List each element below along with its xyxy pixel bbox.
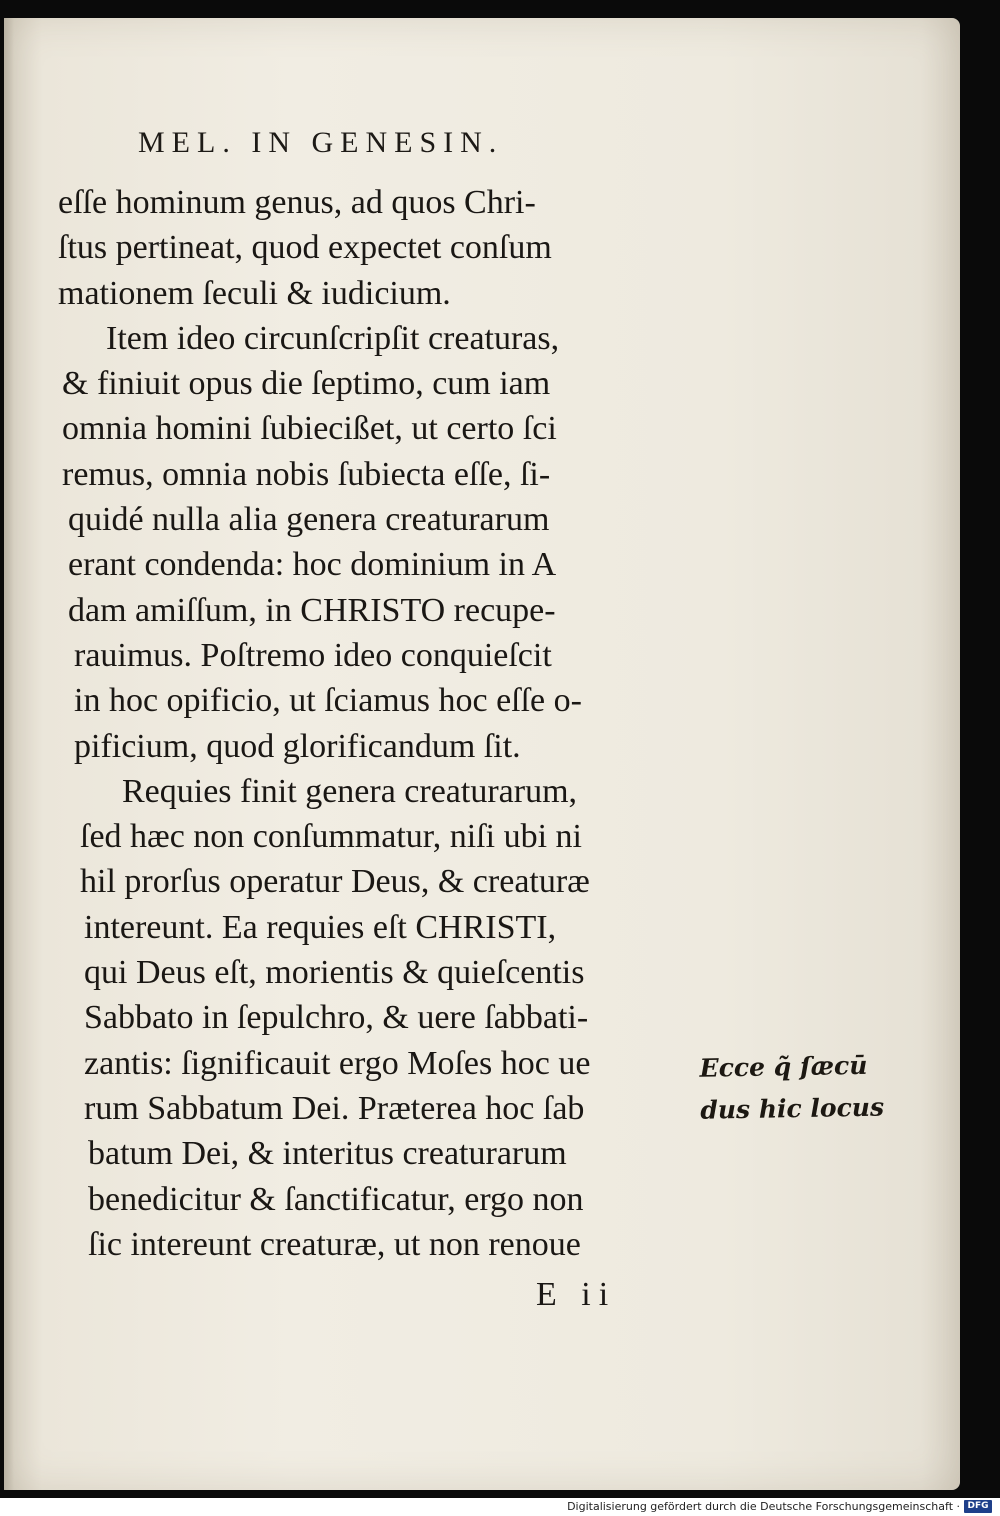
text-line: pificium, quod glorificandum ſit. (74, 727, 521, 765)
text-line: omnia homini ſubiecißet, ut certo ſci (62, 410, 557, 448)
text-line: batum Dei, & interitus creaturarum (88, 1135, 567, 1173)
body-text (58, 180, 698, 1267)
funding-credit: Digitalisierung gefördert durch die Deutsche Forschungsgemeinschaft · (567, 1500, 960, 1513)
text-line: hil prorſus operatur Deus, & creaturæ (80, 863, 590, 901)
text-line: in hoc opificio, ut ſciamus hoc eſſe o- (74, 682, 582, 720)
text-line: ſic intereunt creaturæ, ut non renoue (88, 1225, 581, 1263)
text-line: quidé nulla alia genera creaturarum (68, 501, 550, 539)
signature-mark: E ii (536, 1276, 617, 1313)
text-line: Item ideo circunſcripſit creaturas, (106, 319, 560, 357)
text-line: rauimus. Poſtremo ideo conquieſcit (74, 636, 552, 674)
text-line: intereunt. Ea requies eſt CHRISTI, (84, 908, 557, 946)
handwritten-marginal-note (699, 1044, 900, 1131)
text-line: qui Deus eſt, morientis & quieſcentis (84, 954, 585, 992)
text-line: remus, omnia nobis ſubiecta eſſe, ſi- (62, 455, 551, 493)
marginal-note-line: Ecce q̃ ſæcū (699, 1050, 868, 1083)
text-line: ſed hæc non conſummatur, niſi ubi ni (80, 818, 582, 856)
text-line: rum Sabbatum Dei. Præterea hoc ſab (84, 1089, 585, 1127)
text-line: Sabbato in ſepulchro, & uere ſabbati- (84, 999, 589, 1037)
running-head: MEL. IN GENESIN. (138, 126, 504, 159)
marginal-note-line: dus hic locus (700, 1092, 885, 1125)
text-line: & finiuit opus die ſeptimo, cum iam (62, 365, 551, 403)
text-line: mationem ſeculi & iudicium. (58, 274, 451, 312)
text-line: benedicitur & ſanctificatur, ergo non (88, 1180, 584, 1218)
text-line: Requies finit genera creaturarum, (122, 772, 578, 810)
text-line: dam amiſſum, in CHRISTO recupe- (68, 591, 556, 629)
text-line: zantis: ſignificauit ergo Moſes hoc ue (84, 1044, 591, 1082)
dfg-logo: DFG (964, 1500, 992, 1513)
text-line: ſtus pertineat, quod expectet conſum (58, 229, 552, 267)
text-line: eſſe hominum genus, ad quos Chri- (58, 184, 536, 221)
text-line: erant condenda: hoc dominium in A (68, 546, 557, 584)
page-spine-shadow (4, 18, 14, 1490)
footer-bar (0, 1498, 1000, 1516)
